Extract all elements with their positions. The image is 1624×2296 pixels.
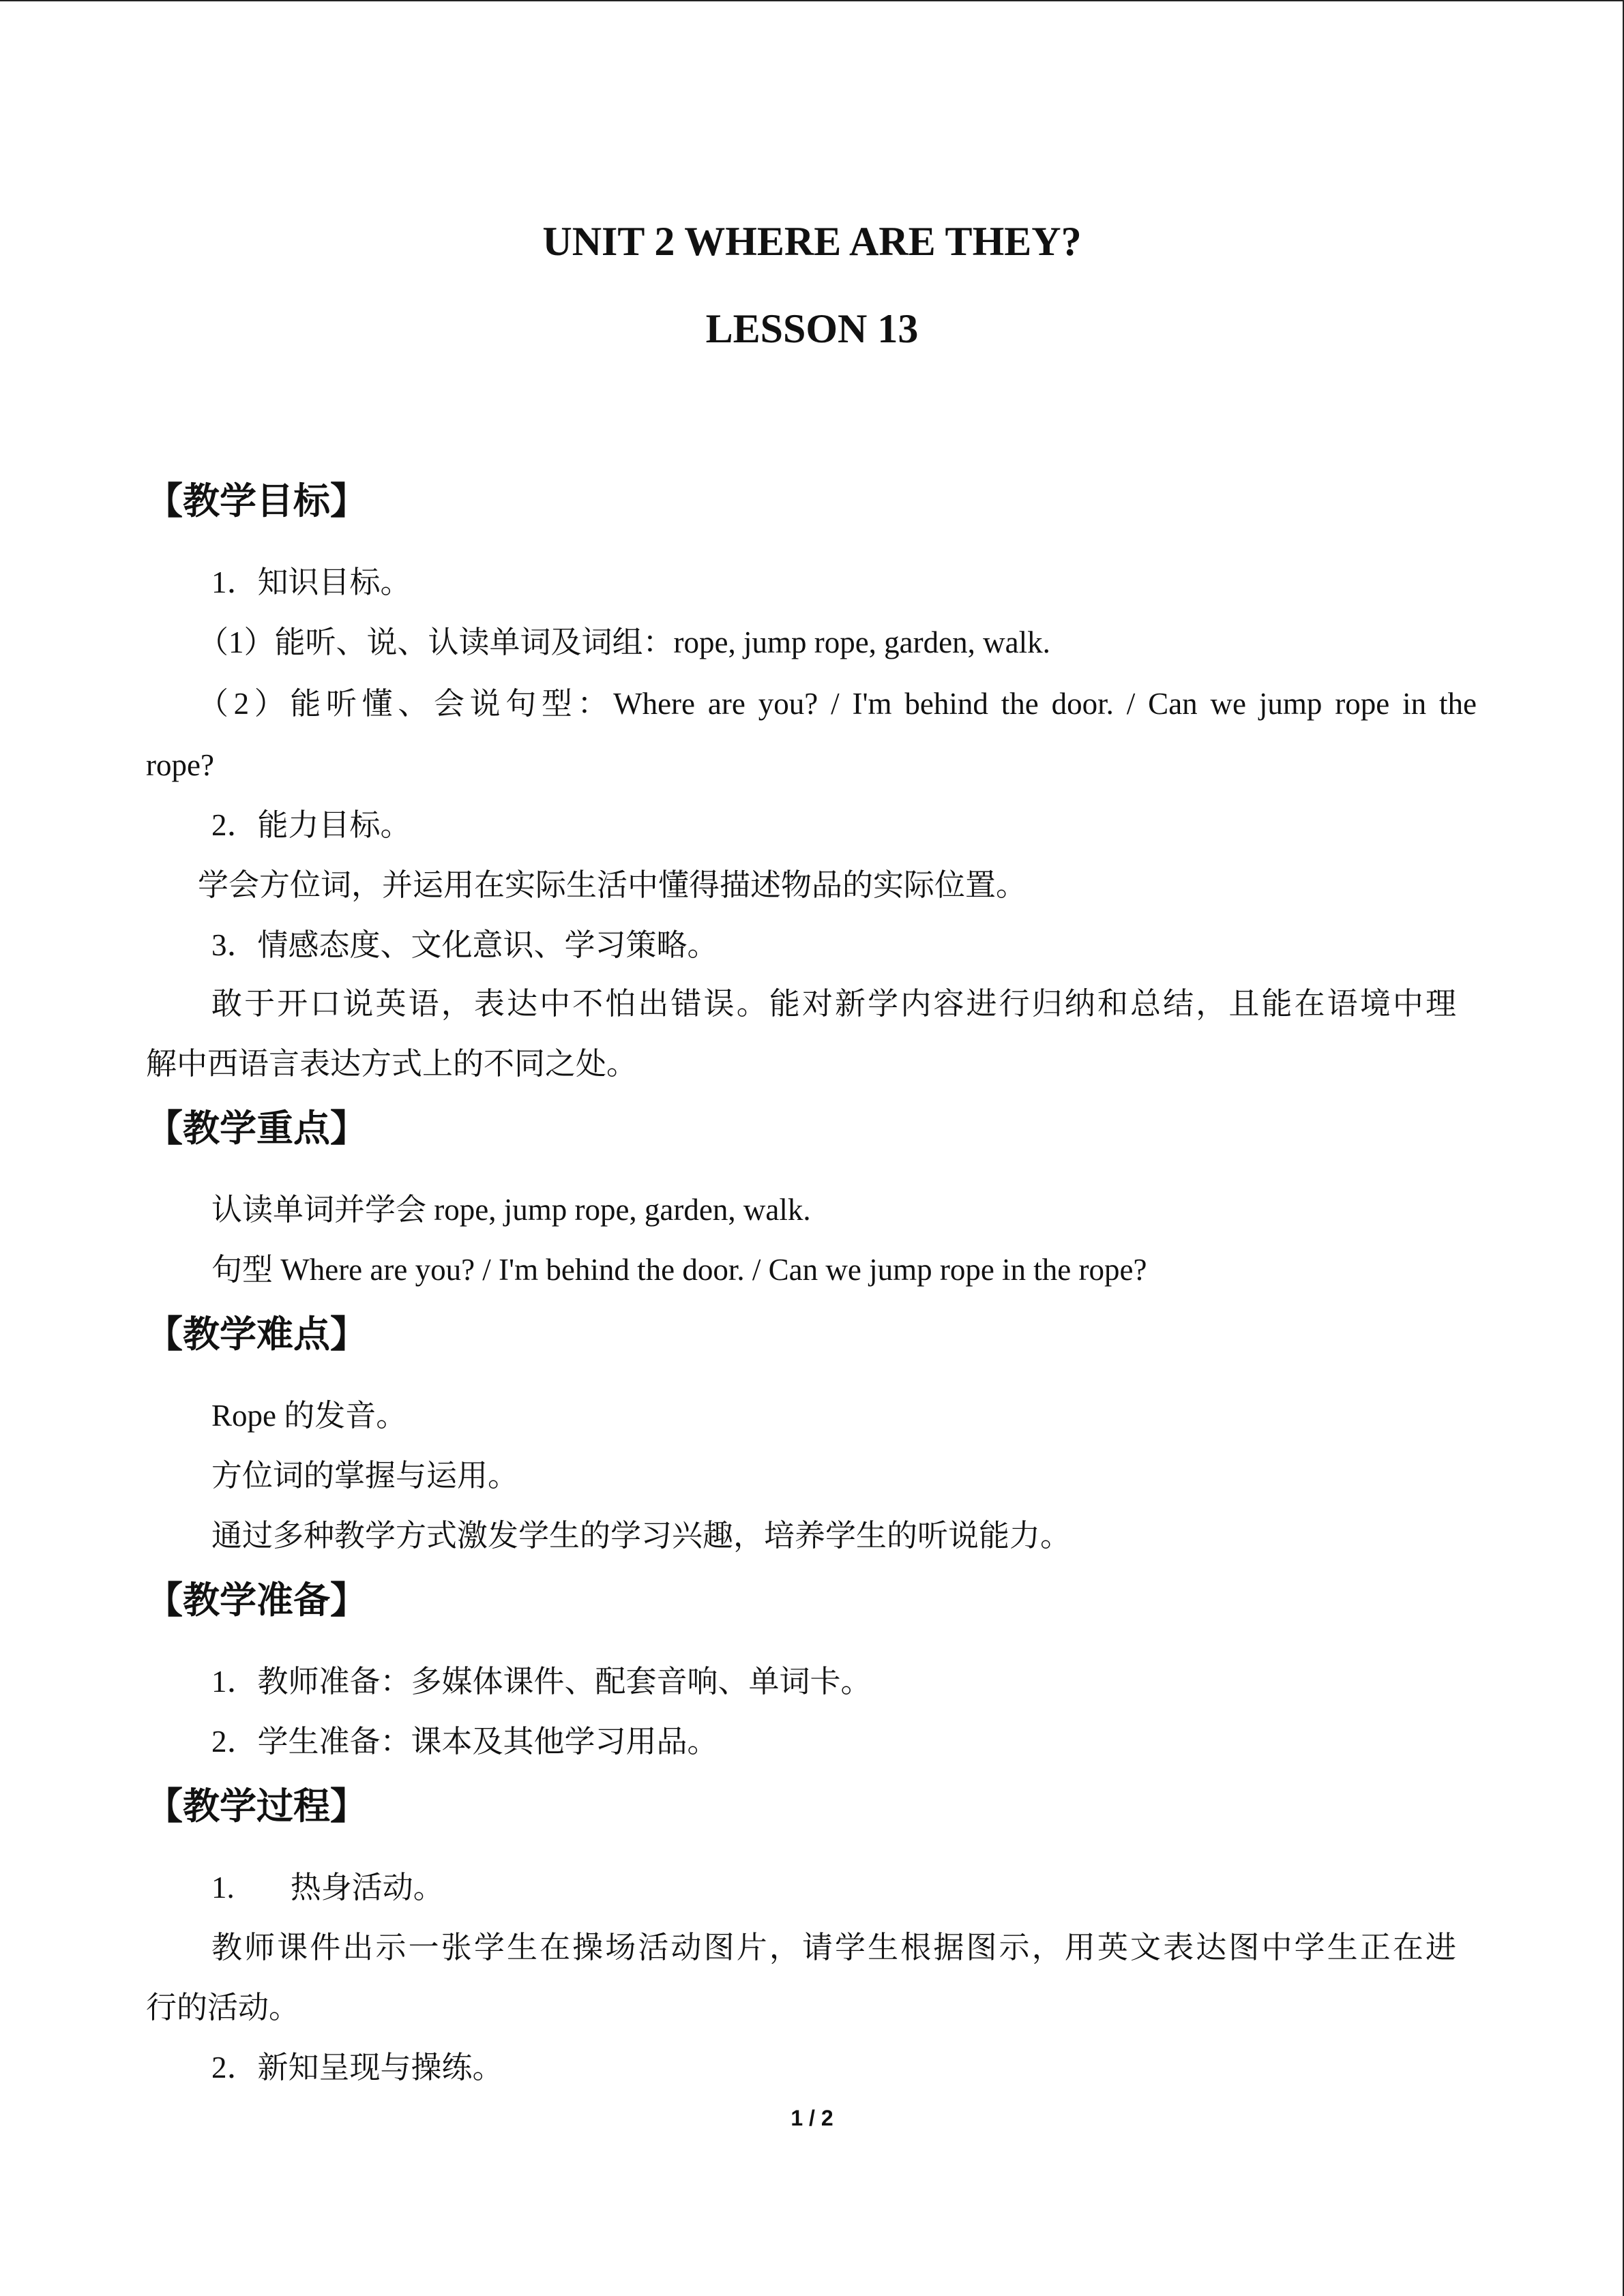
heading-objectives: 【教学目标】 xyxy=(146,479,367,522)
objectives-line-5: 2．能力目标。 xyxy=(211,808,411,842)
objectives-line-8: 敢于开口说英语，表达中不怕出错误。能对新学内容进行归纳和总结，且能在语境中理 xyxy=(211,987,1456,1021)
process-line-3: 行的活动。 xyxy=(146,1991,300,2025)
objectives-line-7: 3．情感态度、文化意识、学习策略。 xyxy=(211,928,718,962)
page-number: 1 / 2 xyxy=(791,2106,833,2130)
objectives-line-9: 解中西语言表达方式上的不同之处。 xyxy=(146,1047,638,1081)
difficulties-line-3: 通过多种教学方式激发学生的学习兴趣，培养学生的听说能力。 xyxy=(211,1519,1072,1553)
heading-difficulties: 【教学难点】 xyxy=(146,1313,367,1356)
heading-preparation: 【教学准备】 xyxy=(146,1579,367,1622)
process-line-2: 教师课件出示一张学生在操场活动图片，请学生根据图示，用英文表达图中学生正在进 xyxy=(211,1930,1456,1965)
objectives-line-3: （2）能听懂、会说句型：Where are you? / I'm behind the door. / Can we jump rope in the xyxy=(198,687,1477,721)
difficulties-line-2: 方位词的掌握与运用。 xyxy=(211,1459,519,1493)
objectives-line-2: （1）能听、说、认读单词及词组：rope, jump rope, garden, walk. xyxy=(198,625,1050,659)
key-points-line-2: 句型 Where are you? / I'm behind the door. / Can we jump rope in the rope? xyxy=(211,1253,1147,1287)
key-points-line-1: 认读单词并学会 rope, jump rope, garden, walk. xyxy=(211,1193,811,1227)
objectives-line-6: 学会方位词，并运用在实际生活中懂得描述物品的实际位置。 xyxy=(198,868,1027,902)
lesson-title: LESSON 13 xyxy=(705,306,919,351)
process-line-1-text: 热身活动。 xyxy=(290,1870,444,1905)
objectives-line-1: 1．知识目标。 xyxy=(211,565,411,599)
process-line-1-number: 1. xyxy=(211,1870,235,1905)
unit-title: UNIT 2 WHERE ARE THEY? xyxy=(542,219,1082,264)
process-line-4: 2．新知呈现与操练。 xyxy=(211,2051,503,2085)
preparation-line-2: 2．学生准备：课本及其他学习用品。 xyxy=(211,1725,718,1759)
objectives-line-4: rope? xyxy=(146,748,214,782)
heading-process: 【教学过程】 xyxy=(146,1785,367,1828)
difficulties-line-1: Rope 的发音。 xyxy=(211,1399,407,1433)
preparation-line-1: 1．教师准备：多媒体课件、配套音响、单词卡。 xyxy=(211,1665,872,1699)
process-line-1 xyxy=(211,1867,444,1908)
heading-key-points: 【教学重点】 xyxy=(146,1107,367,1150)
